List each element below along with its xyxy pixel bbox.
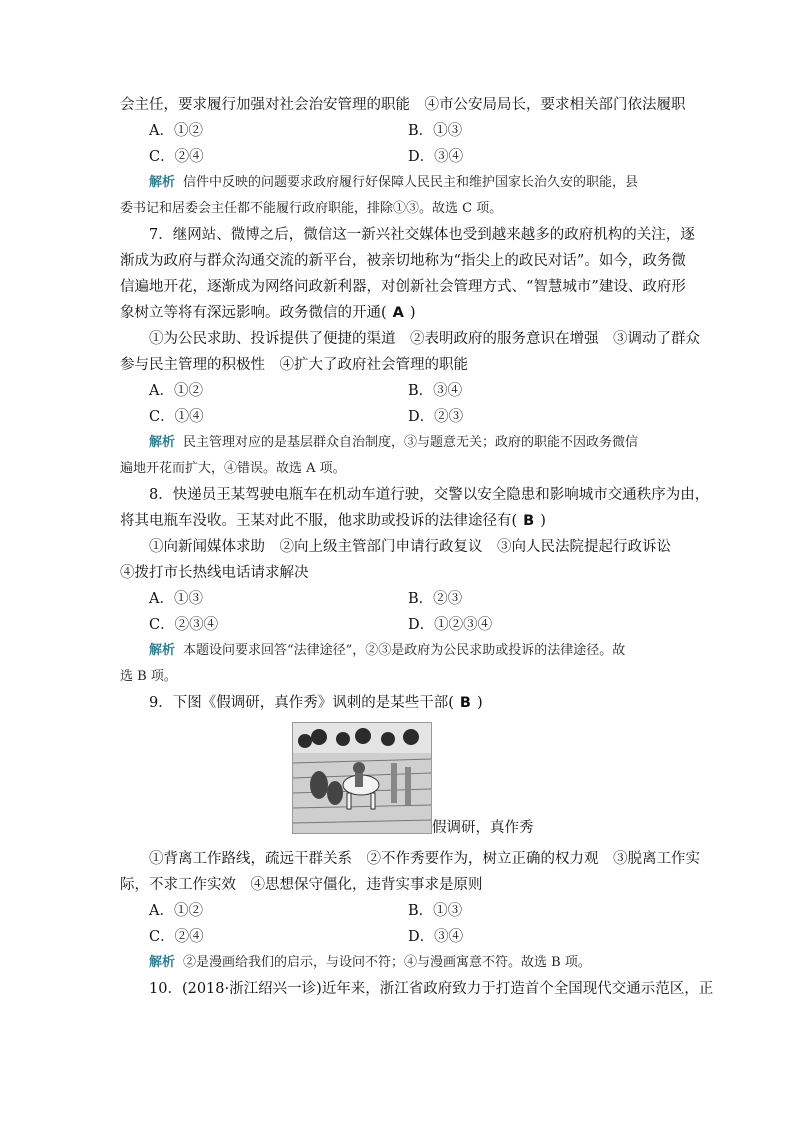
option-b: B．①③ — [408, 123, 463, 139]
stem-text: 将其电瓶车没收。王某对此不服，他求助或投诉的法律途径有( — [120, 513, 518, 529]
option-c: C．②④ — [149, 929, 204, 945]
explanation-tag: 解析 — [149, 643, 176, 658]
text-line: 信遍地开花，逐渐成为网络问政新利器，对创新社会管理方式、“智慧城市”建设、政府形 — [120, 279, 686, 295]
cartoon-figure — [120, 716, 680, 846]
option-c: C．②③④ — [149, 617, 219, 633]
options-row — [120, 612, 680, 638]
stem-text: 象树立等将有深远影响。政务微信的开通( — [120, 305, 387, 321]
question-7-stem: 7．继网站、微博之后，微信这一新兴社交媒体也受到越来越多的政府机构的关注，逐 — [149, 227, 695, 243]
text-line: 渐成为政府与群众沟通交流的新平台，被亲切地称为“指尖上的政民对话”。如今，政务微 — [120, 253, 686, 269]
option-c: C．①④ — [149, 409, 204, 425]
document-page — [120, 92, 714, 1002]
explanation-tag: 解析 — [149, 435, 176, 450]
explanation — [120, 170, 680, 196]
option-d: D．③④ — [408, 149, 464, 165]
statement-line: ①背离工作路线，疏远干群关系 ②不作秀要作为，树立正确的权力观 ③脱离工作实 — [149, 851, 700, 867]
paren-close: ) — [540, 513, 546, 529]
stem-text: 9．下图《假调研，真作秀》讽刺的是某些干部( — [149, 695, 454, 711]
statement-line: ①为公民求助、投诉提供了便捷的渠道 ②表明政府的服务意识在增强 ③调动了群众 — [149, 331, 700, 347]
explanation — [120, 638, 680, 664]
option-d: D．①②③④ — [408, 617, 493, 633]
options-row — [120, 144, 680, 170]
option-b: B．②③ — [408, 591, 463, 607]
paren-close: ) — [409, 305, 416, 321]
options-row — [120, 898, 680, 924]
explanation-text: 信件中反映的问题要求政府履行好保障人民民主和维护国家长治久安的职能，县 — [183, 175, 639, 190]
answer-letter: B — [459, 695, 471, 711]
text-line: 会主任，要求履行加强对社会治安管理的职能 ④市公安局局长，要求相关部门依法履职 — [120, 97, 686, 113]
explanation-tag: 解析 — [149, 955, 176, 970]
question-9-stem — [120, 690, 680, 716]
paren-close: ) — [476, 695, 483, 711]
option-a: A．①② — [149, 123, 203, 139]
option-c: C．②④ — [149, 149, 204, 165]
cartoon-image — [292, 722, 432, 834]
explanation — [120, 430, 680, 456]
statement-line: ④拨打市长热线电话请求解决 — [120, 565, 309, 581]
question-10-stem: 10．(2018·浙江绍兴一诊)近年来，浙江省政府致力于打造首个全国现代交通示范区，正 — [149, 981, 714, 997]
question-8-stem: 8．快递员王某驾驶电瓶车在机动车道行驶，交警以安全隐患和影响城市交通秩序为由， — [149, 487, 710, 503]
answer-letter: B — [523, 513, 535, 529]
option-b: B．③④ — [408, 383, 463, 399]
explanation-text: 民主管理对应的是基层群众自治制度，③与题意无关；政府的职能不因政务微信 — [183, 435, 639, 450]
options-row — [120, 924, 680, 950]
options-row — [120, 118, 680, 144]
text-line — [120, 508, 680, 534]
explanation — [120, 950, 680, 976]
answer-letter: A — [392, 305, 404, 321]
cartoon-caption: 假调研，真作秀 — [432, 820, 534, 836]
option-a: A．①② — [149, 903, 203, 919]
statement-line: ①向新闻媒体求助 ②向上级主管部门申请行政复议 ③向人民法院提起行政诉讼 — [149, 539, 671, 555]
option-b: B．①③ — [408, 903, 463, 919]
explanation-text: 选 B 项。 — [120, 669, 177, 684]
statement-line: 际，不求工作实效 ④思想保守僵化，违背实事求是原则 — [120, 877, 483, 893]
explanation-text: 委书记和居委会主任都不能履行政府职能，排除①③。故选 C 项。 — [120, 201, 503, 216]
explanation-text: ②是漫画给我们的启示，与设问不符；④与漫画寓意不符。故选 B 项。 — [183, 955, 591, 970]
option-d: D．②③ — [408, 409, 464, 425]
statement-line: 参与民主管理的积极性 ④扩大了政府社会管理的职能 — [120, 357, 468, 373]
option-a: A．①③ — [149, 591, 203, 607]
options-row — [120, 378, 680, 404]
option-a: A．①② — [149, 383, 203, 399]
options-row — [120, 586, 680, 612]
explanation-tag: 解析 — [149, 175, 176, 190]
options-row — [120, 404, 680, 430]
explanation-text: 本题设问要求回答“法律途径”，②③是政府为公民求助或投诉的法律途径。故 — [183, 643, 626, 658]
option-d: D．③④ — [408, 929, 464, 945]
explanation-text: 遍地开花而扩大，④错误。故选 A 项。 — [120, 461, 346, 476]
text-line — [120, 300, 680, 326]
